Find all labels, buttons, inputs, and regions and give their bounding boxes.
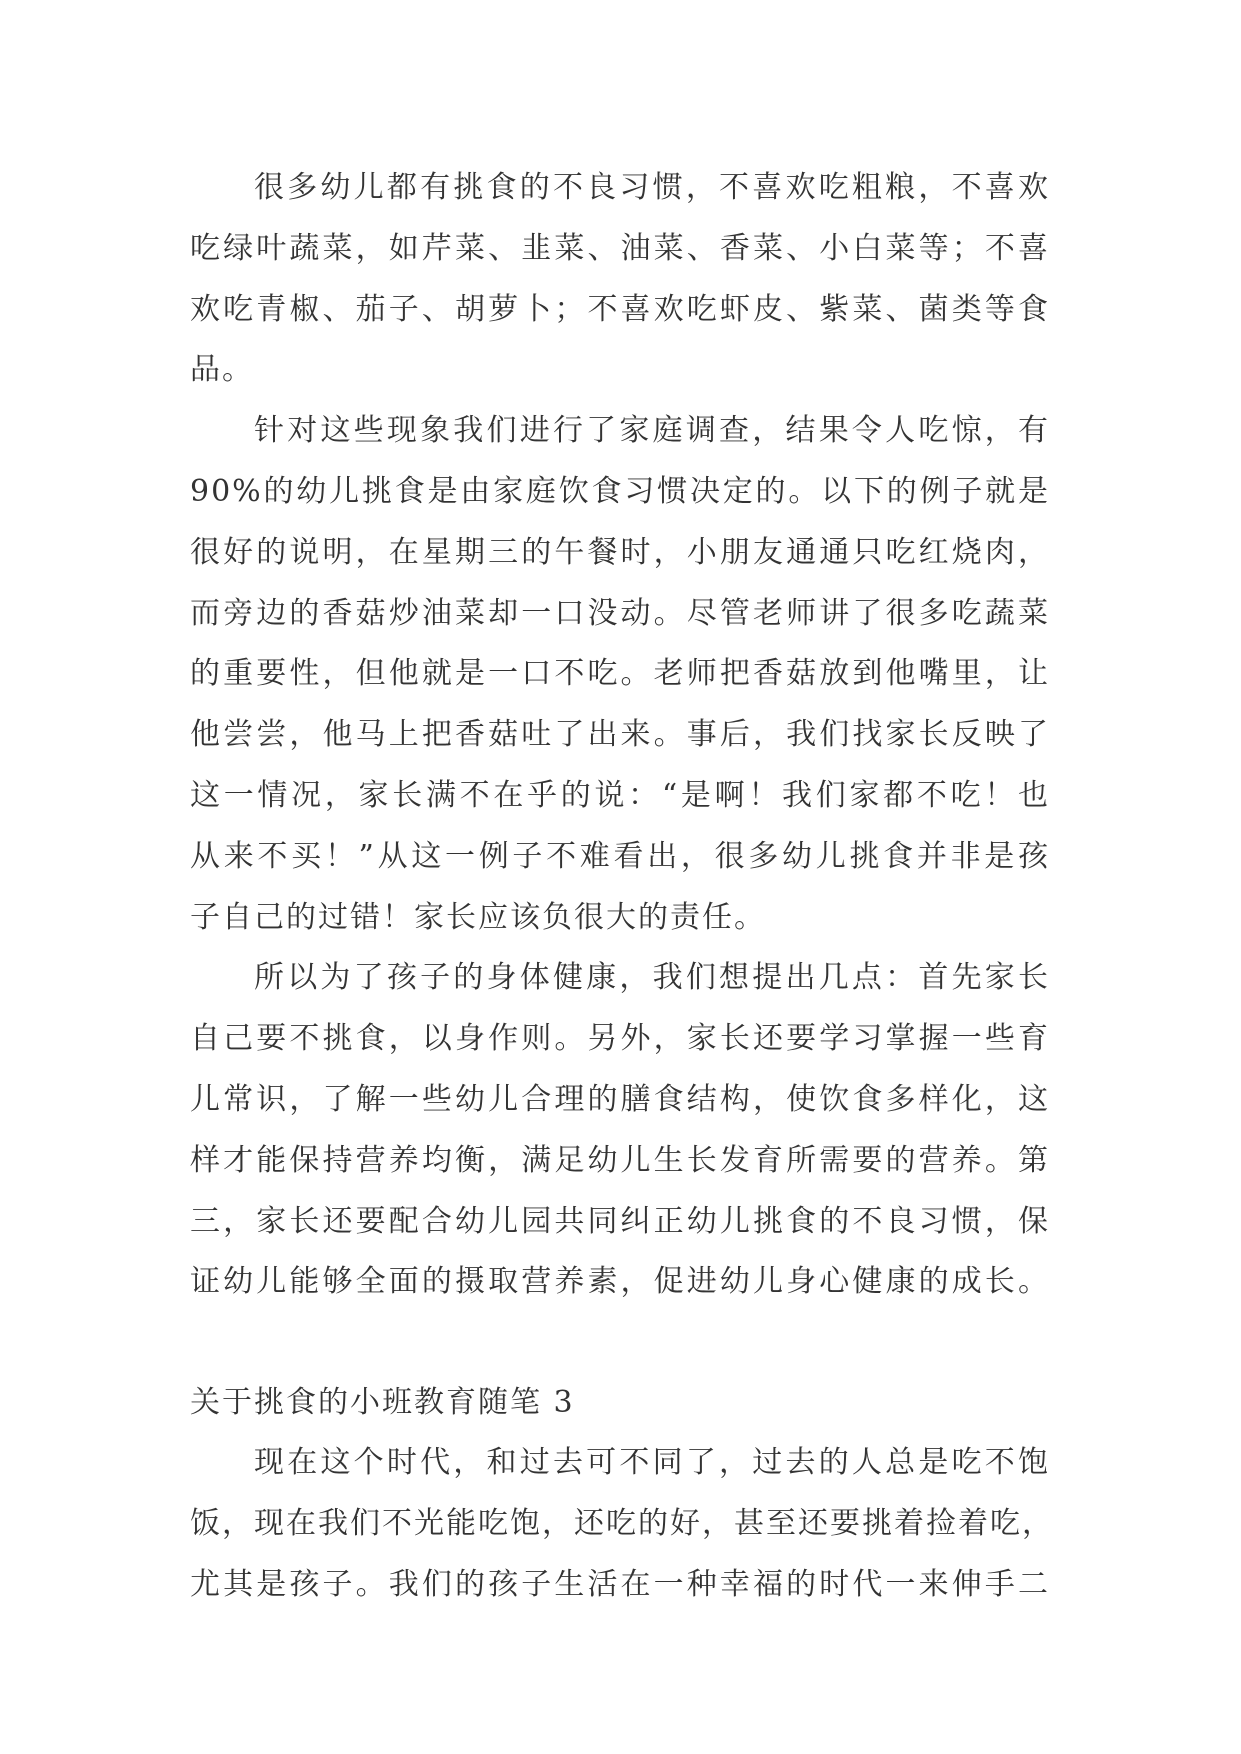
paragraph-line: 三，家长还要配合幼儿园共同纠正幼儿挑食的不良习惯，保 [190,1203,1050,1239]
paragraph-line: 吃绿叶蔬菜，如芹菜、韭菜、油菜、香菜、小白菜等；不喜 [190,230,1050,266]
paragraph-line: 饭，现在我们不光能吃饱，还吃的好，甚至还要挑着捡着吃， [190,1505,1054,1541]
paragraph-line: 他尝尝，他马上把香菇吐了出来。事后，我们找家长反映了 [190,717,1050,753]
paragraph-line: 从来不买！”从这一例子不难看出，很多幼儿挑食并非是孩 [190,838,1050,874]
paragraph-line: 很好的说明，在星期三的午餐时，小朋友通通只吃红烧肉， [190,534,1050,570]
paragraph-line: 而旁边的香菇炒油菜却一口没动。尽管老师讲了很多吃蔬菜 [190,595,1050,631]
paragraph-line: 欢吃青椒、茄子、胡萝卜；不喜欢吃虾皮、紫菜、菌类等食 [190,291,1050,327]
paragraph-line: 子自己的过错！家长应该负很大的责任。 [190,899,766,935]
paragraph-line: 所以为了孩子的身体健康，我们想提出几点：首先家长 [254,960,1050,996]
paragraph-line: 证幼儿能够全面的摄取营养素，促进幼儿身心健康的成长。 [190,1264,1050,1300]
section-heading: 关于挑食的小班教育随笔 3 [190,1385,575,1421]
paragraph-line: 这一情况，家长满不在乎的说：“是啊！我们家都不吃！也 [190,777,1050,813]
paragraph-line: 自己要不挑食，以身作则。另外，家长还要学习掌握一些育 [190,1021,1050,1057]
section-gap [190,1313,1050,1373]
paragraph-4 [190,1433,1054,1615]
paragraph-3 [190,948,1050,1313]
paragraph-1 [190,158,1050,401]
paragraph-2 [190,401,1050,948]
paragraph-line: 儿常识，了解一些幼儿合理的膳食结构，使饮食多样化，这 [190,1081,1050,1117]
document-body [190,158,1054,1616]
paragraph-line: 很多幼儿都有挑食的不良习惯，不喜欢吃粗粮，不喜欢 [254,170,1050,205]
paragraph-line: 现在这个时代，和过去可不同了，过去的人总是吃不饱 [254,1445,1050,1481]
paragraph-line: 90%的幼儿挑食是由家庭饮食习惯决定的。以下的例子就是 [190,473,1050,509]
paragraph-line: 品。 [190,352,254,388]
paragraph-line: 样才能保持营养均衡，满足幼儿生长发育所需要的营养。第 [190,1142,1050,1178]
paragraph-line: 尤其是孩子。我们的孩子生活在一种幸福的时代一来伸手二 [190,1566,1050,1602]
paragraph-line: 针对这些现象我们进行了家庭调查，结果令人吃惊，有 [254,413,1050,449]
paragraph-line: 的重要性，但他就是一口不吃。老师把香菇放到他嘴里，让 [190,656,1050,692]
